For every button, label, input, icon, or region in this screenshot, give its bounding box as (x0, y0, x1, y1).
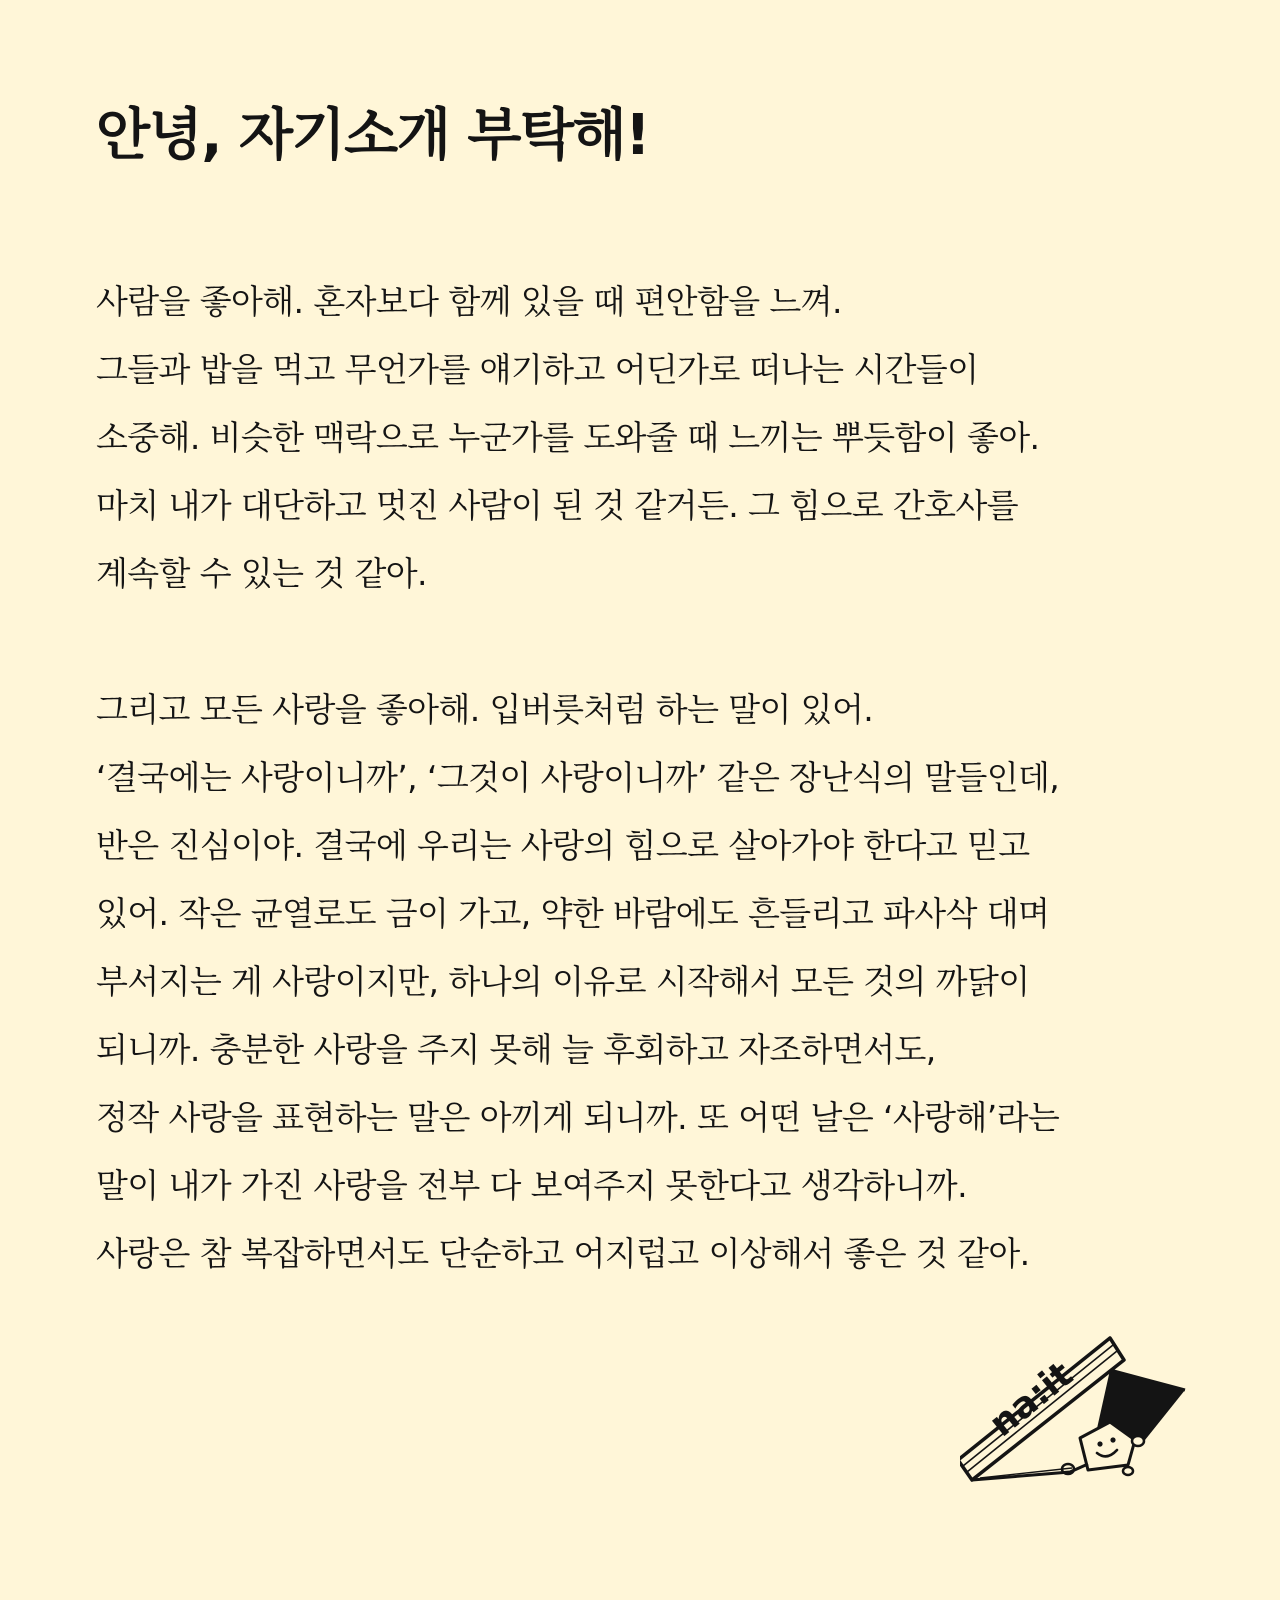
text-line: 말이 내가 가진 사랑을 전부 다 보여주지 못한다고 생각하니까. (96, 1166, 967, 1205)
logo-text: na:it (981, 1354, 1081, 1445)
brand-logo (960, 1330, 1200, 1520)
page-title: 안녕, 자기소개 부탁해! (96, 103, 650, 168)
text-line: 사람을 좋아해. 혼자보다 함께 있을 때 편안함을 느껴. (96, 282, 842, 321)
text-line: 되니까. 충분한 사랑을 주지 못해 늘 후회하고 자조하면서도, (96, 1030, 936, 1069)
text-line: 마치 내가 대단하고 멋진 사람이 된 것 같거든. 그 힘으로 간호사를 (96, 486, 1019, 525)
text-line: 있어. 작은 균열로도 금이 가고, 약한 바람에도 흔들리고 파사삭 대며 (96, 894, 1050, 933)
book-character-icon (960, 1330, 1200, 1520)
text-line: 부서지는 게 사랑이지만, 하나의 이유로 시작해서 모든 것의 까닭이 (96, 962, 1030, 1001)
text-line: 사랑은 참 복잡하면서도 단순하고 어지럽고 이상해서 좋은 것 같아. (96, 1234, 1030, 1273)
text-line: ‘결국에는 사랑이니까’, ‘그것이 사랑이니까’ 같은 장난식의 말들인데, (96, 758, 1060, 797)
text-line: 정작 사랑을 표현하는 말은 아끼게 되니까. 또 어떤 날은 ‘사랑해’라는 (96, 1098, 1060, 1137)
text-line: 그들과 밥을 먹고 무언가를 얘기하고 어딘가로 떠나는 시간들이 (96, 350, 979, 389)
text-line: 소중해. 비슷한 맥락으로 누군가를 도와줄 때 느끼는 뿌듯함이 좋아. (96, 418, 1040, 457)
text-line: 반은 진심이야. 결국에 우리는 사랑의 힘으로 살아가야 한다고 믿고 (96, 826, 1030, 865)
text-line: 계속할 수 있는 것 같아. (96, 554, 427, 593)
paragraph-love (96, 676, 1059, 1288)
text-line: 그리고 모든 사랑을 좋아해. 입버릇처럼 하는 말이 있어. (96, 690, 874, 729)
paragraph-intro (96, 268, 1039, 608)
